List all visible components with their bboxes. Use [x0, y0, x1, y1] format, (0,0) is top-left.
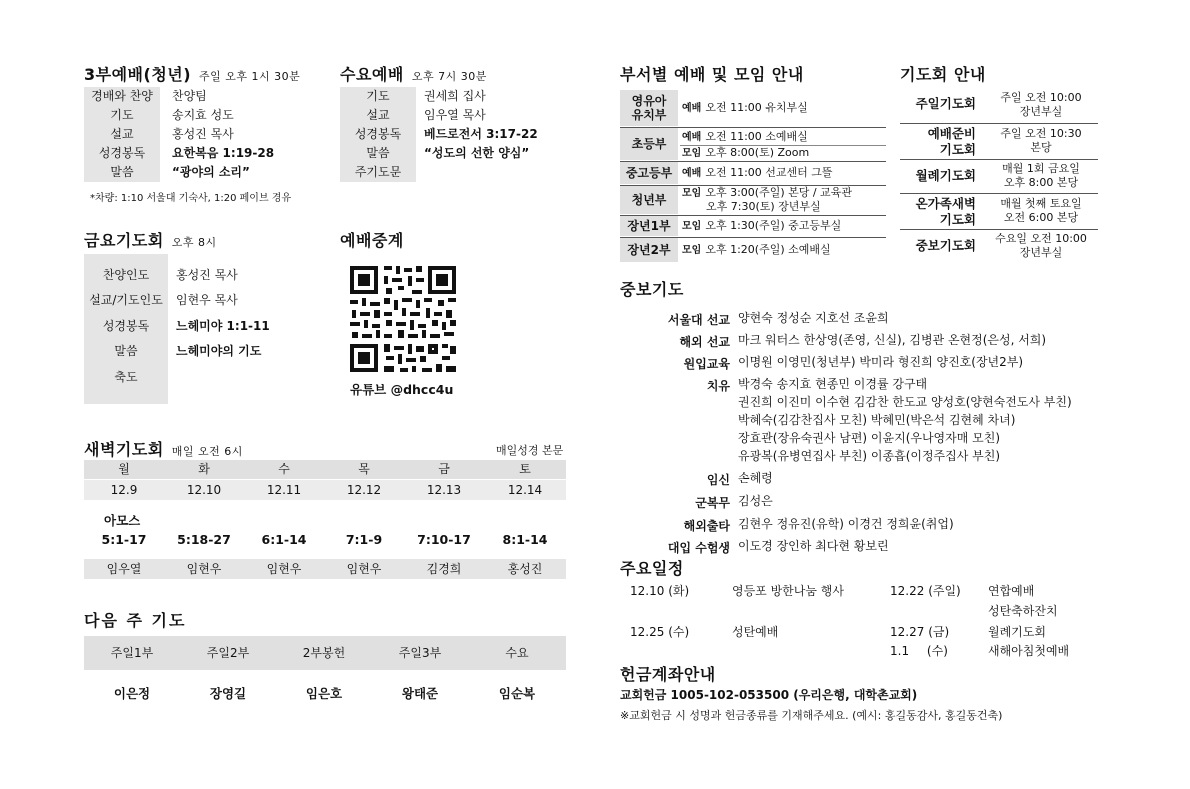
service3-value: 홍성진 목사	[172, 127, 234, 141]
dept-schedule: 예배 오전 11:00 유치부실	[682, 101, 808, 114]
intercession-names: 유광복(유병연집사 부친) 이종흡(이정주집사 부친)	[738, 449, 1001, 463]
service3-label: 성경봉독	[98, 146, 146, 160]
schedule-event: 월례기도회	[988, 625, 1046, 639]
dawn-book: 아모스	[104, 513, 141, 528]
intercession-category: 대입 수험생	[667, 541, 730, 555]
service3-value: 찬양팀	[172, 89, 207, 103]
dawn-leader: 임현우	[324, 559, 404, 579]
dawn-title: 새벽기도회	[84, 440, 164, 459]
wednesday-value: 권세희 집사	[424, 89, 486, 103]
prayer-meeting-time: 매월 1회 금요일	[1002, 162, 1080, 175]
dept-schedule: 오후 7:30(토) 장년부실	[706, 200, 821, 213]
intercession-names: 양현숙 정성순 지호선 조윤희	[738, 311, 889, 325]
next-week-name: 이은정	[113, 686, 151, 701]
prayer-meeting-place: 오후 8:00 본당	[1003, 176, 1079, 189]
prayer-meeting-name: 주일기도회	[915, 96, 976, 111]
dept-label: 장년2부	[620, 238, 678, 262]
next-week-label: 주일1부	[84, 636, 180, 670]
intercession-names: 이명원 이영민(청년부) 박미라 형진희 양진호(장년2부)	[738, 355, 1024, 369]
schedule-date: 12.27 (금)	[890, 625, 950, 639]
next-week-name: 장영길	[209, 686, 247, 701]
prayer-meeting-name: 예배준비	[927, 126, 976, 141]
dept-schedule: 예배 오전 11:00 소예배실	[682, 130, 808, 143]
intercession-title: 중보기도	[620, 280, 684, 299]
wednesday-label: 설교	[366, 108, 390, 122]
schedule-event: 영등포 방한나눔 행사	[732, 584, 844, 598]
friday-label: 말씀	[114, 344, 138, 358]
intercession-names: 김성은	[738, 494, 773, 508]
intercession-names: 박혜숙(김감찬집사 모친) 박혜민(박은석 김현혜 차녀)	[738, 413, 1016, 427]
prayer-meeting-place: 장년부실	[1019, 105, 1063, 118]
wednesday-label: 기도	[366, 89, 390, 103]
dawn-reference: 5:18-27	[177, 532, 231, 547]
service3-value: 송지효 성도	[172, 108, 234, 122]
dawn-bible-note: 매일성경 본문	[496, 444, 564, 457]
prayer-meeting-time: 수요일 오전 10:00	[995, 232, 1087, 245]
schedule-title: 주요일정	[620, 559, 684, 578]
dawn-date: 12.9	[84, 480, 164, 500]
wednesday-label: 성경봉독	[354, 127, 402, 141]
wednesday-time: 오후 7시 30분	[411, 70, 487, 83]
intercession-names: 장효관(장유숙권사 남편) 이윤지(우나영자매 모친)	[738, 431, 1001, 445]
friday-label: 성경봉독	[102, 319, 150, 333]
dawn-date: 12.11	[244, 480, 324, 500]
wednesday-title: 수요예배	[340, 65, 404, 84]
dept-label: 초등부	[620, 128, 678, 160]
prayer-meeting-time: 주일 오전 10:30	[1000, 127, 1082, 140]
intercession-names: 마크 워터스 한상영(존영, 신실), 김병관 온현정(은성, 서희)	[738, 333, 1047, 347]
dawn-header	[84, 437, 243, 460]
intercession-category: 해외출타	[683, 519, 730, 533]
wednesday-value: 임우열 목사	[424, 108, 486, 122]
service3-value: “광야의 소리”	[172, 165, 250, 179]
friday-value: 임현우 목사	[176, 293, 238, 307]
dawn-date: 12.10	[164, 480, 244, 500]
dawn-reference: 7:1-9	[345, 532, 383, 547]
departments-title: 부서별 예배 및 모임 안내	[620, 65, 804, 84]
dawn-day: 수	[244, 460, 324, 479]
schedule-event: 성탄예배	[732, 625, 779, 639]
prayer-meeting-name: 중보기도회	[915, 238, 976, 253]
schedule-event: 연합예배	[988, 584, 1035, 598]
friday-value: 느헤미야의 기도	[176, 344, 262, 358]
wednesday-label: 주기도문	[354, 165, 402, 179]
service3-time: 주일 오후 1시 30분	[199, 70, 301, 83]
dept-label: 중고등부	[620, 162, 678, 184]
friday-time: 오후 8시	[171, 236, 217, 249]
next-week-name: 임은호	[305, 686, 343, 701]
next-week-label: 수요	[468, 636, 566, 670]
intercession-category: 치유	[706, 379, 730, 393]
intercession-category: 서울대 선교	[667, 313, 730, 327]
prayer-meeting-name: 기도회	[939, 142, 976, 157]
divider	[900, 193, 1098, 194]
next-week-label: 주일3부	[372, 636, 468, 670]
youtube-handle[interactable]: 유튜브 @dhcc4u	[350, 382, 454, 397]
service3-label: 기도	[110, 108, 134, 122]
friday-label: 설교/기도인도	[89, 293, 163, 307]
wednesday-value: “성도의 선한 양심”	[424, 146, 530, 160]
service3-label: 말씀	[110, 165, 134, 179]
friday-value: 느헤미야 1:1-11	[176, 319, 270, 333]
offering-account: 교회헌금 1005-102-053500 (우리은행, 대학촌교회)	[620, 688, 918, 702]
intercession-names: 권진희 이진미 이수현 김감찬 한도교 양성호(양현숙전도사 부친)	[738, 395, 1072, 409]
dawn-reference: 6:1-14	[261, 532, 307, 547]
dawn-reference: 7:10-17	[417, 532, 471, 547]
next-week-title: 다음 주 기도	[84, 611, 187, 630]
dawn-date: 12.13	[404, 480, 484, 500]
intercession-names: 이도경 장인하 최다현 황보린	[738, 539, 889, 553]
dawn-leader: 임현우	[244, 559, 324, 579]
service3-label: 설교	[110, 127, 134, 141]
intercession-names: 손혜령	[738, 471, 773, 485]
dawn-time: 매일 오전 6시	[171, 445, 243, 458]
prayer-meeting-place: 본당	[1030, 141, 1052, 154]
intercession-category: 임신	[706, 473, 730, 487]
offering-note: ※교회헌금 시 성명과 헌금종류를 기재해주세요. (예시: 홍길동감사, 홍길동건축)	[620, 709, 1003, 722]
offering-title: 헌금계좌안내	[620, 665, 716, 684]
dept-schedule: 예배 오전 11:00 선교센터 그뜰	[682, 166, 833, 179]
next-week-name: 임순복	[498, 686, 536, 701]
dept-schedule: 모임 오후 1:30(주일) 중고등부실	[682, 219, 842, 232]
intercession-names: 박경숙 송지효 현종민 이경률 강구태	[738, 377, 928, 391]
dawn-reference: 5:1-17	[101, 532, 147, 547]
prayer-meeting-time: 주일 오전 10:00	[1000, 91, 1082, 104]
intercession-category: 군복무	[695, 496, 730, 510]
schedule-event: 새해아침첫예배	[988, 644, 1070, 658]
dawn-date: 12.14	[484, 480, 566, 500]
dawn-reference: 8:1-14	[502, 532, 548, 547]
schedule-date: 12.25 (수)	[630, 625, 690, 639]
intercession-category: 원입교육	[683, 357, 730, 371]
dept-label: 영유아 유치부	[620, 90, 678, 126]
divider	[900, 229, 1098, 230]
service3-header	[84, 62, 300, 85]
service3-transport-note: *차량: 1:10 서울대 기숙사, 1:20 페이브 경유	[90, 193, 292, 204]
dept-schedule: 모임 오후 8:00(토) Zoom	[682, 146, 810, 159]
dept-schedule: 모임 오후 3:00(주일) 본당 / 교육관	[682, 186, 852, 199]
dawn-day: 화	[164, 460, 244, 479]
dawn-date: 12.12	[324, 480, 404, 500]
dawn-day: 목	[324, 460, 404, 479]
prayer-meetings-title: 기도회 안내	[900, 65, 986, 84]
dawn-day: 월	[84, 460, 164, 479]
schedule-date: 1.1 (수)	[890, 644, 948, 658]
dawn-leader: 임우열	[84, 559, 164, 579]
divider	[900, 123, 1098, 124]
broadcast-title: 예배중계	[340, 231, 404, 250]
youtube-qr-code[interactable]	[348, 264, 458, 374]
dawn-leader: 홍성진	[484, 559, 566, 579]
schedule-event: 성탄축하잔치	[988, 604, 1058, 618]
friday-title: 금요기도회	[84, 231, 164, 250]
wednesday-header	[340, 62, 487, 85]
friday-label: 찬양인도	[102, 268, 150, 282]
prayer-meeting-name: 기도회	[939, 212, 976, 227]
prayer-meeting-place: 오전 6:00 본당	[1003, 211, 1079, 224]
next-week-label: 2부봉헌	[276, 636, 372, 670]
next-week-name: 왕태준	[401, 686, 439, 701]
dept-schedule: 모임 오후 1:20(주일) 소예배실	[682, 243, 831, 256]
dept-label: 장년1부	[620, 216, 678, 236]
intercession-category: 해외 선교	[679, 335, 730, 349]
wednesday-label: 말씀	[366, 146, 390, 160]
service3-title: 3부예배(청년)	[84, 65, 192, 84]
prayer-meeting-place: 장년부실	[1019, 246, 1063, 259]
divider	[900, 159, 1098, 160]
prayer-meeting-name: 월례기도회	[915, 168, 976, 183]
prayer-meeting-time: 매월 첫째 토요일	[1000, 197, 1082, 210]
schedule-date: 12.22 (주일)	[890, 584, 961, 598]
intercession-names: 김현우 정유진(유학) 이경건 정희윤(취업)	[738, 517, 954, 531]
friday-label: 축도	[114, 370, 138, 384]
wednesday-value: 베드로전서 3:17-22	[424, 127, 538, 141]
next-week-label: 주일2부	[180, 636, 276, 670]
schedule-date: 12.10 (화)	[630, 584, 690, 598]
dawn-leader: 임현우	[164, 559, 244, 579]
dawn-day: 토	[484, 460, 566, 479]
service3-value: 요한복음 1:19-28	[172, 146, 275, 160]
service3-label: 경배와 찬양	[91, 89, 153, 103]
dept-label: 청년부	[620, 186, 678, 214]
prayer-meeting-name: 온가족새벽	[915, 196, 976, 211]
friday-value: 홍성진 목사	[176, 268, 238, 282]
friday-header	[84, 228, 217, 251]
dawn-leader: 김경희	[404, 559, 484, 579]
dawn-day: 금	[404, 460, 484, 479]
